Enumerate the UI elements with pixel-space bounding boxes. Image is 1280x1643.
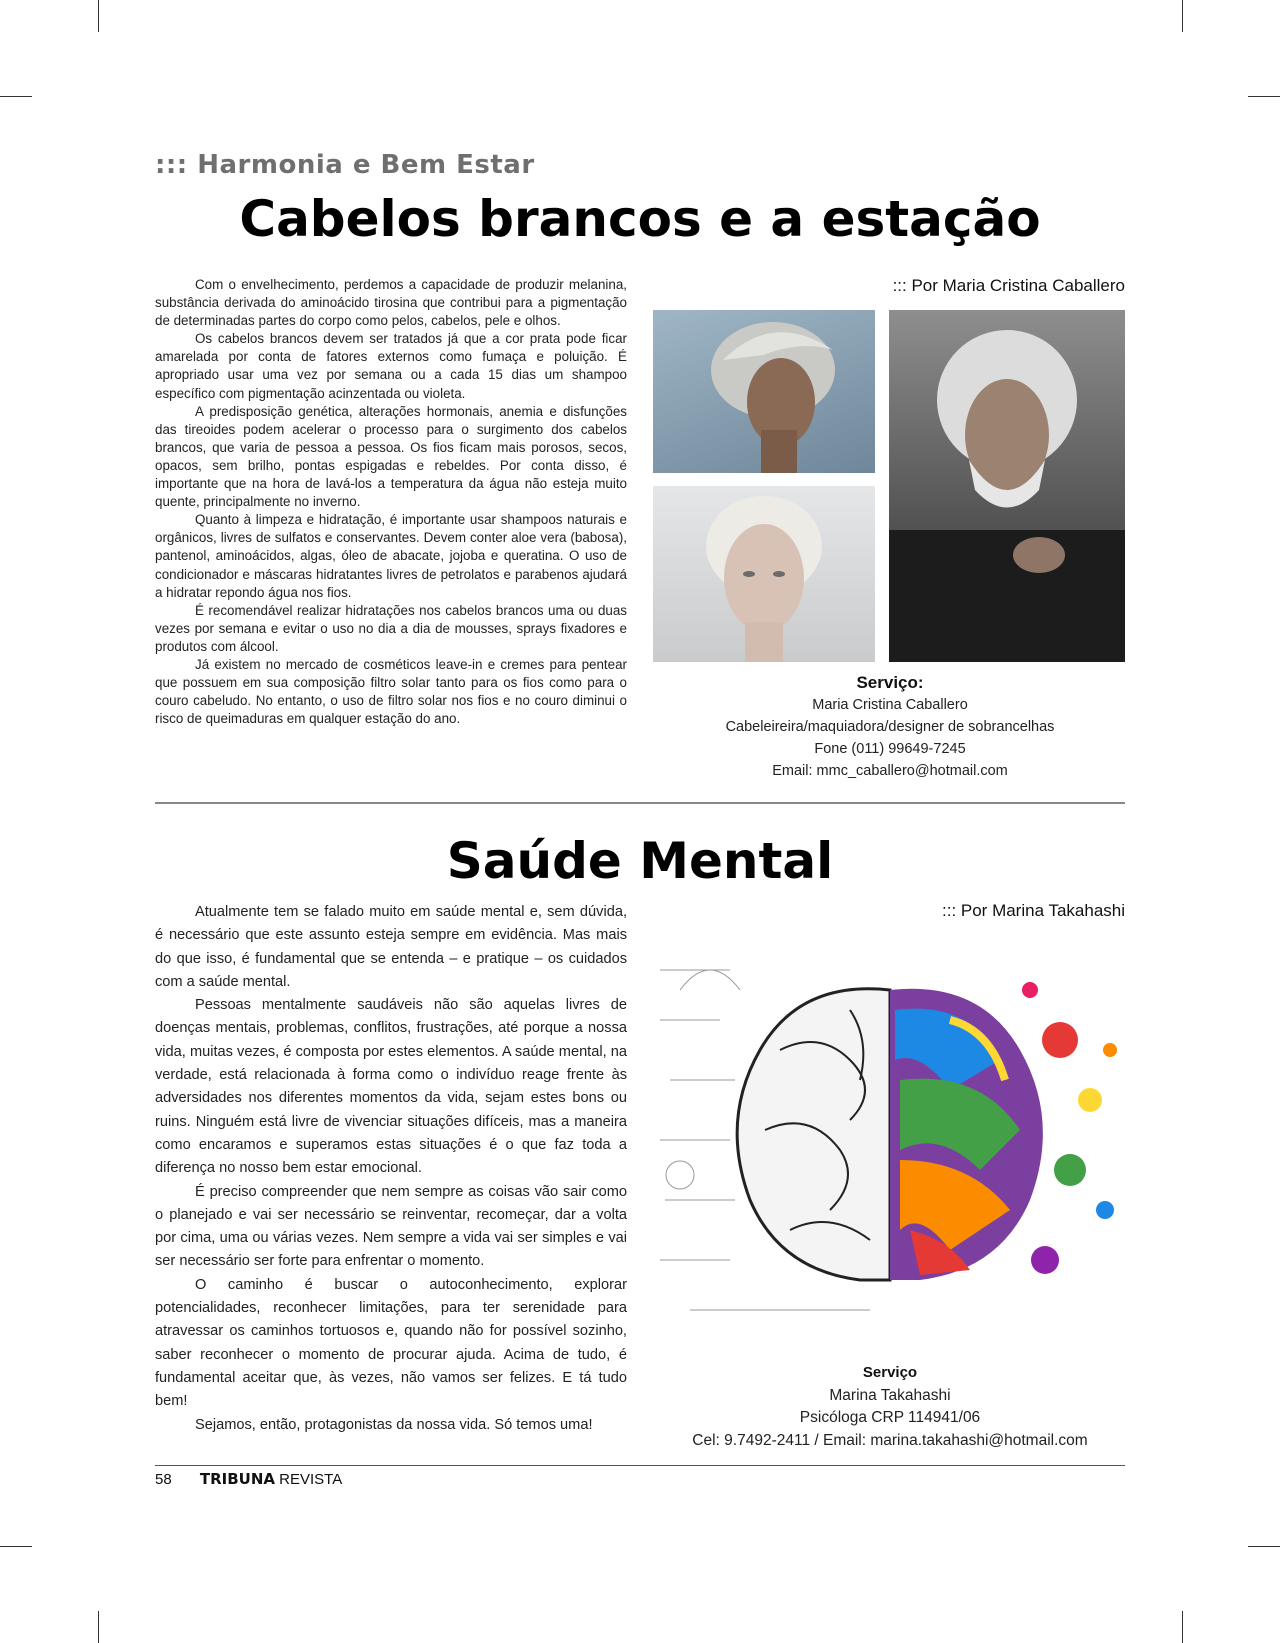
crop-mark: [1248, 1546, 1280, 1547]
service-box-caballero: [700, 672, 1080, 782]
paragraph: Quanto à limpeza e hidratação, é importante usar shampoos naturais e orgânicos, livres de sulfatos e conservantes. Devem conter aloe vera (babosa), pantenol, aminoácidos, algas, óleo de abacate, jojoba e queratina. O uso de condicionador e máscaras hidratantes livres de petrolatos e parabenos ajudará a hidratar repondo água nos fios.: [155, 512, 627, 600]
publication-brand-rest: REVISTA: [279, 1471, 343, 1488]
photo-older-man: [889, 310, 1125, 662]
photo-woman-profile: [653, 310, 875, 473]
crop-mark: [0, 1546, 32, 1547]
section-label: ::: Harmonia e Bem Estar: [155, 150, 535, 180]
crop-mark: [1248, 96, 1280, 97]
service-title: Serviço:: [856, 673, 924, 692]
paragraph: Atualmente tem se falado muito em saúde mental e, sem dúvida, é necessário que este assunto esteja sempre em evidência. Mas mais do que isso, é fundamental que se entenda – e pratique – os cuidados com a saúde mental.: [155, 904, 627, 990]
article-body-cabelos: [155, 276, 627, 728]
crop-mark: [0, 96, 32, 97]
crop-mark: [98, 0, 99, 32]
section-divider: [155, 802, 1125, 804]
paragraph: Com o envelhecimento, perdemos a capacidade de produzir melanina, substância derivada do aminoácido tirosina que contribui para a pigmentação de determinadas partes do corpo como pelos, cabelos, pele e olhos.: [155, 277, 627, 329]
paragraph: A predisposição genética, alterações hormonais, anemia e disfunções das tireoides podem acelerar o processo para o surgimento dos cabelos brancos, que varia de pessoa a pessoa. Os fios ficam mais porosos, secos, opacos, sem brilho, pontas espigadas e rebeldes. Por conta disso, é importante que na hora de lavá-los a temperatura da água não esteja muito quente, principalmente no inverno.: [155, 403, 627, 510]
service-name: Maria Cristina Caballero: [812, 697, 968, 713]
service-name: Marina Takahashi: [829, 1386, 951, 1404]
crop-mark: [1182, 0, 1183, 32]
article-title-saude-mental: Saúde Mental: [446, 832, 834, 890]
service-phone: Fone (011) 99649-7245: [814, 741, 966, 757]
paragraph: Os cabelos brancos devem ser tratados já que a cor prata pode ficar amarelada por conta de fatores externos como fumaça e poluição. É apropriado usar uma vez por semana ou a cada 15 dias um shampoo específico com pigmentação acinzentada ou violeta.: [155, 331, 627, 401]
service-contact: Cel: 9.7492-2411 / Email: marina.takahashi@hotmail.com: [692, 1431, 1088, 1449]
crop-mark: [1182, 1611, 1183, 1643]
photo-young-woman: [653, 486, 875, 662]
service-box-takahashi: [660, 1362, 1120, 1452]
paragraph: É preciso compreender que nem sempre as coisas vão sair como o planejado e vai ser necessário se reinventar, recomeçar, dar a volta por cima, uma ou várias vezes. Nem sempre a vida vai ser simples e vai ser necessário ser forte para enfrentar o momento.: [155, 1183, 627, 1270]
byline-takahashi: ::: Por Marina Takahashi: [942, 901, 1125, 920]
paragraph: Sejamos, então, protagonistas da nossa vida. Só temos uma!: [195, 1416, 593, 1433]
paragraph: Pessoas mentalmente saudáveis não são aquelas livres de doenças mentais, problemas, conflitos, frustrações, até porque a nossa vida, muitas vezes, é composta por estes elementos. A saúde mental, na verdade, está relacionada à forma como o indivíduo reage frente às adversidades nos diferentes momentos da vida, sejam estes bons ou ruins. Ninguém está livre de vivenciar situações difíceis, mas a maneira como encaramos e superamos estas situações é o que faz toda a diferença no nosso bem estar emocional.: [155, 997, 627, 1177]
byline-caballero: ::: Por Maria Cristina Caballero: [892, 276, 1125, 295]
brain-illustration: [650, 930, 1130, 1350]
article-title-cabelos: Cabelos brancos e a estação: [239, 190, 1041, 248]
publication-brand-bold: TRIBUNA: [199, 1470, 275, 1488]
paragraph: O caminho é buscar o autoconhecimento, explorar potencialidades, reconhecer limitações, para ter serenidade para atravessar os caminhos tortuosos e, quando não for possível sozinho, saber reconhecer o momento de procurar ajuda. Acima de tudo, é fundamental aceitar que, às vezes, não vamos ser felizes. E tá tudo bem!: [155, 1276, 627, 1410]
crop-mark: [98, 1611, 99, 1643]
service-role: Psicóloga CRP 114941/06: [799, 1409, 981, 1426]
page-number: 58: [155, 1471, 172, 1488]
article-body-saude-mental: [155, 901, 627, 1437]
page-footer: [155, 1470, 342, 1488]
paragraph: É recomendável realizar hidratações nos cabelos brancos uma ou duas vezes por semana e evitar o uso no dia a dia de mousses, sprays fixadores e produtos com álcool.: [155, 602, 627, 654]
service-email: Email: mmc_caballero@hotmail.com: [772, 763, 1008, 779]
service-role: Cabeleireira/maquiadora/designer de sobrancelhas: [725, 719, 1055, 735]
footer-rule: [155, 1465, 1125, 1466]
paragraph: Já existem no mercado de cosméticos leave-in e cremes para pentear que possuem em sua composição filtro solar tanto para os fios como para o couro cabeludo. No entanto, o uso de filtro solar nos fios e no couro diminui o risco de queimaduras em qualquer estação do ano.: [155, 656, 627, 727]
service-title: Serviço: [862, 1364, 918, 1381]
